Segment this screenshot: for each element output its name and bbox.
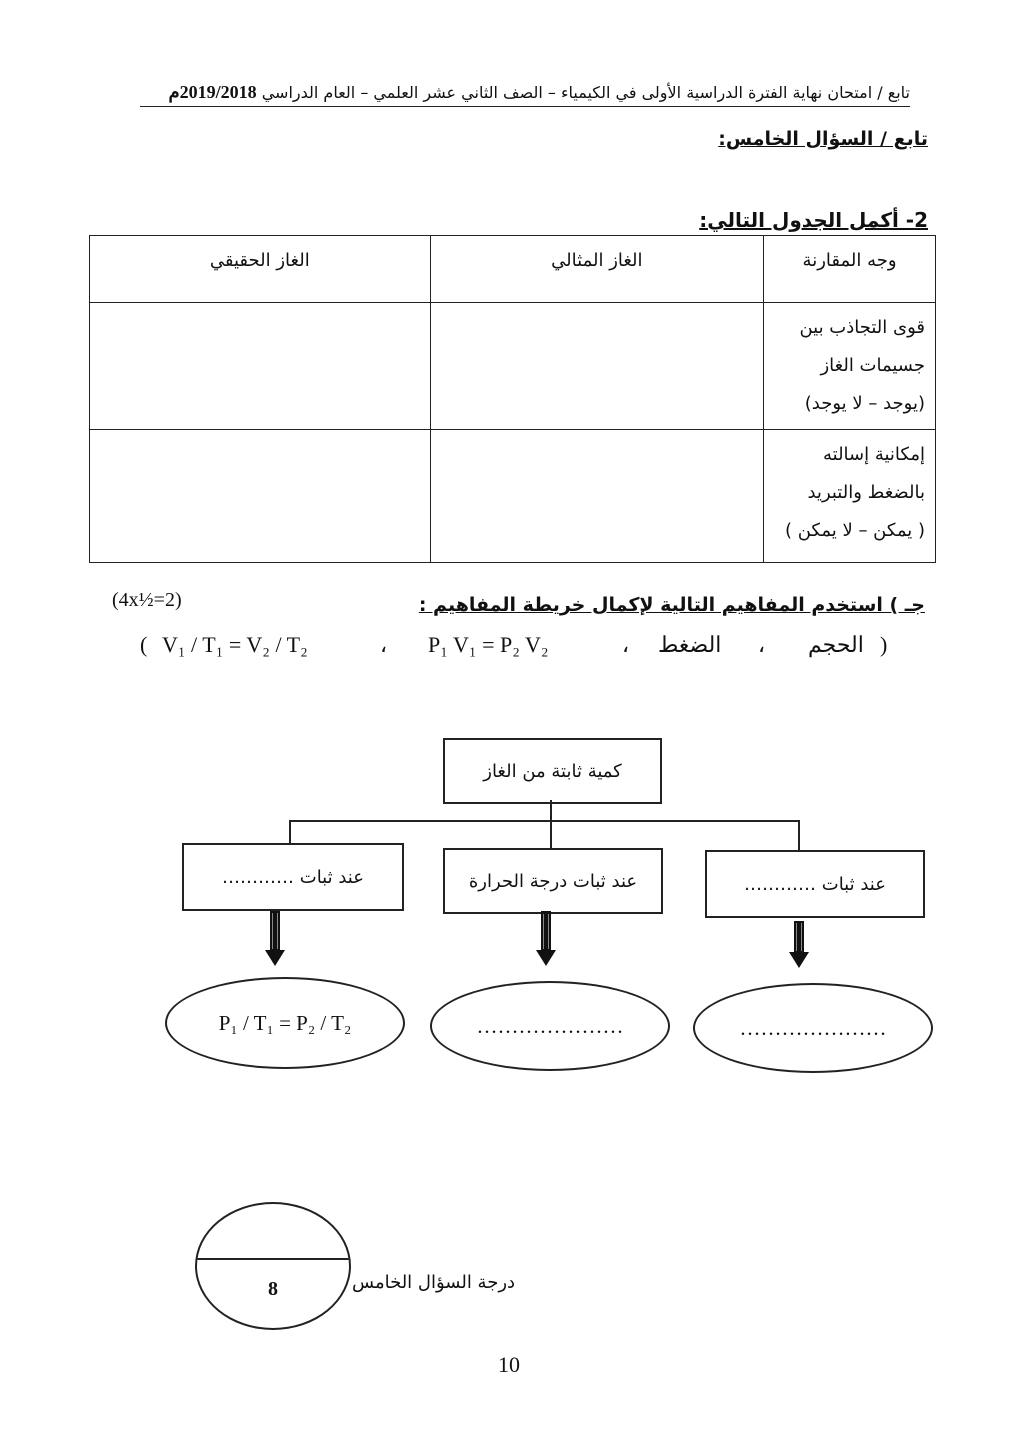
row-label-line: (يوجد – لا يوجد)	[804, 393, 925, 414]
connector-line	[798, 820, 800, 850]
concept-volume: الحجم	[808, 632, 864, 657]
section-title: تابع / السؤال الخامس:	[718, 128, 928, 150]
question-3-title: جـ ) استخدم المفاهيم التالية لإكمال خريطة المفاهيم :	[418, 594, 925, 616]
arrow-down-icon	[526, 910, 566, 970]
score-label: درجة السؤال الخامس	[352, 1272, 516, 1293]
result-ellipse-left: P₁ / T₁ = P₂ / T₂	[165, 977, 405, 1069]
page-number: 10	[498, 1352, 520, 1377]
exam-header-text: تابع / امتحان نهاية الفترة الدراسية الأولى في الكيمياء – الصف الثاني عشر العلمي – العام الدراسي	[256, 83, 910, 102]
answer-cell-ideal-gas-liquefaction[interactable]	[430, 430, 764, 563]
concept-charles-law: V₁ / T₁ = V₂ / T₂	[162, 632, 308, 657]
answer-cell-real-gas-liquefaction[interactable]	[90, 430, 431, 563]
concepts-close-paren: )	[880, 632, 888, 657]
score-value: 8	[268, 1278, 278, 1300]
row-label-line: قوى التجاذب بين	[799, 317, 925, 338]
connector-line	[289, 820, 291, 844]
concepts-open-paren: (	[140, 632, 148, 657]
arrow-down-icon	[255, 910, 295, 970]
branch-box-left[interactable]: عند ثبات …………	[182, 843, 404, 911]
answer-cell-real-gas-attraction[interactable]	[90, 303, 431, 430]
result-ellipse-middle[interactable]: …………………	[430, 981, 670, 1071]
table-header-row	[90, 236, 936, 303]
header-real-gas: الغاز الحقيقي	[90, 236, 431, 303]
header-comparison-aspect: وجه المقارنة	[764, 236, 936, 303]
concept-map-root-box: كمية ثابتة من الغاز	[443, 738, 662, 804]
concepts-list	[140, 632, 900, 662]
exam-year: 2019/2018م	[168, 82, 257, 102]
exam-header	[140, 78, 910, 107]
concept-separator: ،	[380, 632, 388, 657]
arrow-down-icon	[779, 920, 819, 972]
branch-box-right[interactable]: عند ثبات …………	[705, 850, 925, 918]
connector-line	[550, 800, 552, 822]
row-label-attraction-forces	[764, 303, 936, 430]
result-ellipse-right[interactable]: …………………	[693, 983, 933, 1073]
question-2-title: 2- أكمل الجدول التالي:	[699, 208, 928, 232]
header-ideal-gas: الغاز المثالي	[430, 236, 764, 303]
connector-line	[289, 820, 800, 822]
question-3-marks: (4x½=2)	[112, 589, 182, 611]
comparison-table	[89, 235, 936, 563]
branch-box-middle: عند ثبات درجة الحرارة	[443, 848, 663, 914]
score-circle	[195, 1202, 351, 1330]
concept-pressure: الضغط	[658, 632, 722, 657]
row-label-line: ( يمكن – لا يمكن )	[784, 520, 925, 541]
row-label-line: جسيمات الغاز	[820, 355, 925, 376]
row-label-line: بالضغط والتبريد	[807, 482, 925, 503]
concept-boyle-law: P₁ V₁ = P₂ V₂	[428, 632, 549, 657]
row-label-line: إمكانية إسالته	[822, 444, 925, 465]
score-divider	[197, 1258, 349, 1260]
table-row	[90, 303, 936, 430]
concept-separator: ،	[758, 632, 766, 657]
concept-separator: ،	[622, 632, 630, 657]
answer-cell-ideal-gas-attraction[interactable]	[430, 303, 764, 430]
connector-line	[550, 820, 552, 848]
row-label-liquefaction	[764, 430, 936, 563]
table-row	[90, 430, 936, 563]
